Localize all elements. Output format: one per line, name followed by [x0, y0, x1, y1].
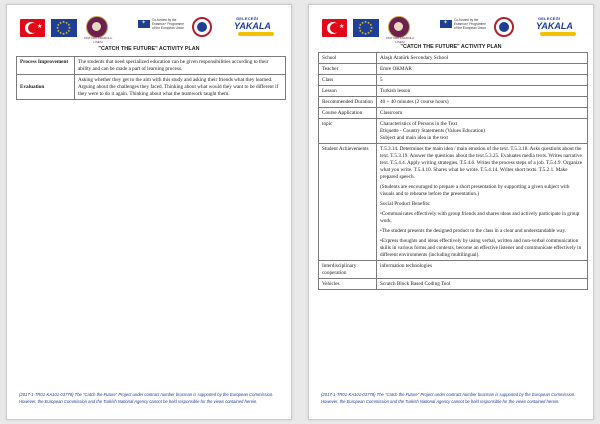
erasmus-logo	[440, 19, 486, 37]
table-row	[319, 97, 588, 108]
row-key: Course Application	[319, 108, 377, 119]
page-title: "CATCH THE FUTURE" ACTIVITY PLAN	[400, 44, 502, 50]
row-value: The students that need specialized education can be given responsibilities according to their ability and can be made a part of learning process.	[75, 57, 286, 75]
eu-disclaimer-footer: (2017-1-TR01-KA101-03778) The "Catch the Future" Project under contract number brucman is supported by the European Commission. However, the European Commission and the Turkish National Agency cannot be held responsible for the views contained herein.	[321, 392, 576, 404]
row-value-line: Social Product Benefits:	[380, 200, 431, 207]
row-value	[377, 144, 588, 261]
row-value-line: •Communicates effectively with group friends and shares ideas and actively participate in group work.	[380, 210, 580, 224]
row-value	[377, 53, 588, 64]
table-row	[319, 108, 588, 119]
row-value	[377, 261, 588, 279]
erasmus-text: Co-funded by the Erasmus+ Programme of the European Union	[152, 18, 184, 30]
row-value-line: Turkish lesson	[380, 87, 411, 94]
row-key: Process Improvement	[17, 57, 75, 75]
row-value-line: (Students are encouraged to prepare a short presentation by supporting a given subject with visuals and to rehearse before the presentation.)	[380, 183, 570, 197]
table-row	[319, 75, 588, 86]
row-value-line: 5	[380, 76, 383, 83]
logo-strip	[322, 16, 585, 44]
row-value	[377, 64, 588, 75]
erasmus-text: Co-funded by the Erasmus+ Programme of the European Union	[454, 18, 486, 30]
row-key: Class	[319, 75, 377, 86]
table-row	[319, 144, 588, 261]
row-key: topic	[319, 119, 377, 144]
row-value-line: •The student presents the designed product to the class in a clear and understandable way.	[380, 227, 567, 234]
table-row	[319, 86, 588, 97]
erasmus-logo	[138, 19, 184, 37]
document-page-right	[308, 4, 594, 420]
table-row	[17, 57, 286, 75]
table-row	[319, 279, 588, 290]
row-value	[377, 86, 588, 97]
row-value-line: •Express thoughts and ideas effectively by using verbal, written and non-verbal communication skills in various forms and contexts, become an effective listener and communicate effectively in different environments (including multilingual).	[380, 237, 582, 258]
eu-flag-icon: ★ ★ ★ ★ ★ ★ ★ ★ ★ ★ ★ ★	[353, 19, 379, 37]
activity-plan-table	[318, 52, 588, 290]
seal-logo	[192, 17, 212, 37]
row-value-line: T.5.3.14. Determines the main idea / main emotion of the text. T.5.3.18. Asks questions about the text. T.5.3.19. Answer the questions about the text.5.3.25. Evaluates media texts. Writes narrative text. T.5.4.4. Apply writing strategies. T.5.4.6. Writes the process steps of a job. T.5.4.9. Organize what you write. T.5.4.10. Shares what he wrote. T.5.4.14. Writes short texts. T.5.2.1. Make prepared speech.	[380, 145, 583, 180]
row-key: Vehicles	[319, 279, 377, 290]
row-key: Interdisciplinary cooperation	[319, 261, 377, 279]
row-value	[377, 75, 588, 86]
yakala-logo: GELECEĞİ YAKALA	[234, 16, 278, 38]
row-value-line: Characteristics of Persons in the Text	[380, 120, 458, 127]
eu-disclaimer-footer: (2017-1-TR01-KA101-03778) The "Catch the Future" Project under contract number brucman is supported by the European Commission. However, the European Commission and the Turkish National Agency cannot be held responsible for the views contained herein.	[19, 392, 274, 404]
row-key: Student Achievements	[319, 144, 377, 261]
table-row	[17, 75, 286, 100]
row-key: Lesson	[319, 86, 377, 97]
document-page-left	[6, 4, 292, 420]
row-value: Asking whether they get to the aim with this study and asking their friends what they learned. Arguing about the challenges they faced. Thinking about what would they want to be different if they were to do it again. Thinking about what the teamwork taught them.	[75, 75, 286, 100]
row-key: Evaluation	[17, 75, 75, 100]
table-row	[319, 119, 588, 144]
logo-strip	[20, 16, 283, 44]
table-row	[319, 53, 588, 64]
row-value	[377, 97, 588, 108]
row-key: Recommended Duration	[319, 97, 377, 108]
row-value-line: Subject and main idea in the text	[380, 134, 448, 141]
row-value-line: Etiquette - Country Statements (Values Education)	[380, 127, 486, 134]
eu-flag-icon: ★ ★ ★ ★ ★ ★ ★ ★ ★ ★ ★ ★	[51, 19, 77, 37]
school-logo: ATATÜRK ANADOLU LİSESİ	[86, 16, 108, 38]
table-row	[319, 261, 588, 279]
row-value-line: 40 + 40 minutes (2 course hours)	[380, 98, 449, 105]
row-value-line: Emre OKMAR	[380, 65, 412, 72]
activity-plan-table	[16, 56, 286, 100]
row-value-line: Alaşlı Atatürk Secondary School	[380, 54, 449, 61]
row-key: School	[319, 53, 377, 64]
table-row	[319, 64, 588, 75]
page-title: "CATCH THE FUTURE" ACTIVITY PLAN	[98, 46, 200, 52]
school-logo: ATATÜRK ANADOLU LİSESİ	[388, 16, 410, 38]
row-value	[377, 108, 588, 119]
turkish-flag-icon: ★	[20, 19, 45, 37]
row-value	[377, 119, 588, 144]
row-key: Teacher	[319, 64, 377, 75]
row-value-line: information technologies	[380, 262, 433, 269]
row-value-line: Classroom	[380, 109, 403, 116]
row-value-line: Scratch Block Based Coding Tool	[380, 280, 451, 287]
turkish-flag-icon: ★	[322, 19, 347, 37]
seal-logo	[494, 17, 514, 37]
row-value	[377, 279, 588, 290]
yakala-logo: GELECEĞİ YAKALA	[536, 16, 580, 38]
